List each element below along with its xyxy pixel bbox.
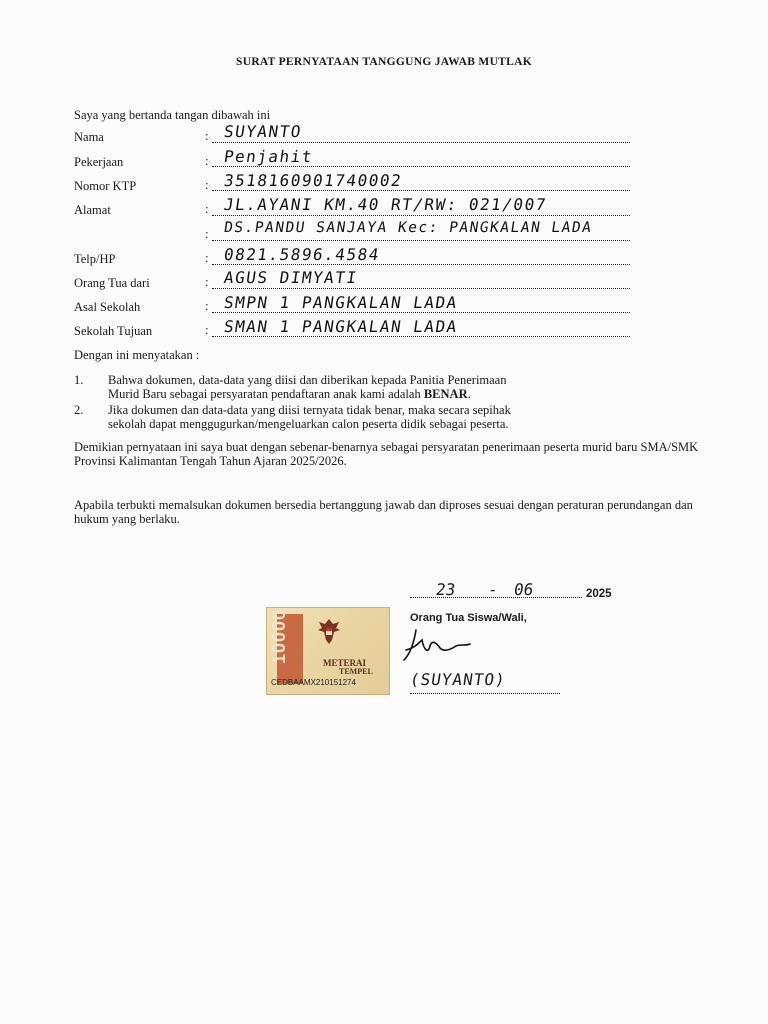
field-value-asal-sekolah: SMPN 1 PANGKALAN LADA: [222, 293, 460, 312]
statement-lead: Dengan ini menyatakan :: [74, 348, 200, 362]
field-label-pekerjaan: Pekerjaan: [74, 155, 124, 169]
meterai-stamp: [266, 607, 390, 695]
field-value-nama: SUYANTO: [222, 122, 304, 141]
field-label-asal-sekolah: Asal Sekolah: [74, 300, 141, 314]
field-value-pekerjaan: Penjahit: [222, 147, 315, 166]
field-label-orang-tua-dari: Orang Tua dari: [74, 276, 150, 290]
field-colon: :: [205, 250, 209, 265]
signer-dotted-line: [410, 693, 560, 694]
field-dotted-line: [212, 215, 630, 216]
field-label-telp: Telp/HP: [74, 252, 116, 266]
document-title: SURAT PERNYATAAN TANGGUNG JAWAB MUTLAK: [236, 56, 532, 68]
date-month: 06: [512, 580, 535, 599]
field-dotted-line: [212, 264, 630, 265]
date-separator: -: [486, 580, 499, 599]
field-label-sekolah-tujuan: Sekolah Tujuan: [74, 324, 153, 338]
stamp-value: 10000: [269, 608, 289, 664]
declaration-paragraph: Demikian pernyataan ini saya buat dengan sebenar-benarnya sebagai persyaratan penerimaan peserta murid baru SMA/SMK Provinsi Kalimantan Tengah Tahun Ajaran 2025/2026.: [74, 440, 699, 468]
signature-scribble: [400, 620, 480, 670]
field-value-sekolah-tujuan: SMAN 1 PANGKALAN LADA: [222, 317, 460, 336]
field-value-orang-tua-dari: AGUS DIMYATI: [222, 268, 359, 287]
statement-text: Bahwa dokumen, data-data yang diisi dan diberikan kepada Panitia Penerimaan: [108, 373, 507, 387]
statement-item-1: [108, 373, 700, 401]
field-dotted-line: [212, 336, 630, 337]
stamp-serial: CEDBAAMX210151274: [271, 678, 356, 687]
liability-paragraph: Apabila terbukti memalsukan dokumen bersedia bertanggung jawab dan diproses sesuai dengan peraturan perundangan dan hukum yang berlaku.: [74, 498, 693, 526]
field-label-alamat: Alamat: [74, 203, 111, 217]
field-dotted-line: [212, 190, 630, 191]
signer-name: (SUYANTO): [408, 670, 508, 689]
statement-number: 1.: [74, 373, 84, 387]
field-label-nomor-ktp: Nomor KTP: [74, 179, 137, 193]
field-dotted-line: [212, 312, 630, 313]
field-value-alamat-line1: JL.AYANI KM.40 RT/RW: 021/007: [222, 195, 549, 214]
field-colon: :: [205, 201, 209, 216]
field-label-nama: Nama: [74, 130, 104, 144]
date-day: 23: [434, 580, 457, 599]
field-colon: :: [205, 322, 209, 337]
statement-text: Jika dokumen dan data-data yang diisi ternyata tidak benar, maka secara sepihak: [108, 403, 511, 417]
statement-item-2: [108, 403, 700, 431]
stamp-tempel-text: TEMPEL: [339, 667, 373, 676]
field-colon: :: [205, 298, 209, 313]
field-dotted-line: [212, 240, 630, 241]
statement-text-line2: Murid Baru sebagai persyaratan pendaftaran anak kami adalah BENAR.: [108, 387, 471, 401]
field-colon: :: [205, 128, 209, 143]
field-value-alamat-line2: DS.PANDU SANJAYA Kec: PANGKALAN LADA: [222, 220, 594, 236]
field-colon: :: [205, 153, 209, 168]
intro-text: Saya yang bertanda tangan dibawah ini: [74, 108, 271, 122]
guardian-label: Orang Tua Siswa/Wali,: [410, 612, 527, 624]
emphasis-text: BENAR: [423, 387, 468, 401]
stamp-meterai-text: METERAI: [323, 658, 367, 668]
field-value-nomor-ktp: 3518160901740002: [222, 171, 404, 190]
field-colon: :: [205, 226, 209, 241]
date-field: [410, 580, 580, 598]
field-dotted-line: [212, 288, 630, 289]
field-colon: :: [205, 177, 209, 192]
date-year: 2025: [586, 588, 612, 600]
statement-text-line2: sekolah dapat menggugurkan/mengeluarkan calon peserta didik sebagai peserta.: [108, 417, 509, 431]
garuda-emblem-icon: [315, 616, 343, 646]
field-value-telp: 0821.5896.4584: [222, 245, 382, 264]
statement-number: 2.: [74, 403, 84, 417]
field-dotted-line: [212, 166, 630, 167]
field-colon: :: [205, 274, 209, 289]
field-dotted-line: [212, 142, 630, 143]
